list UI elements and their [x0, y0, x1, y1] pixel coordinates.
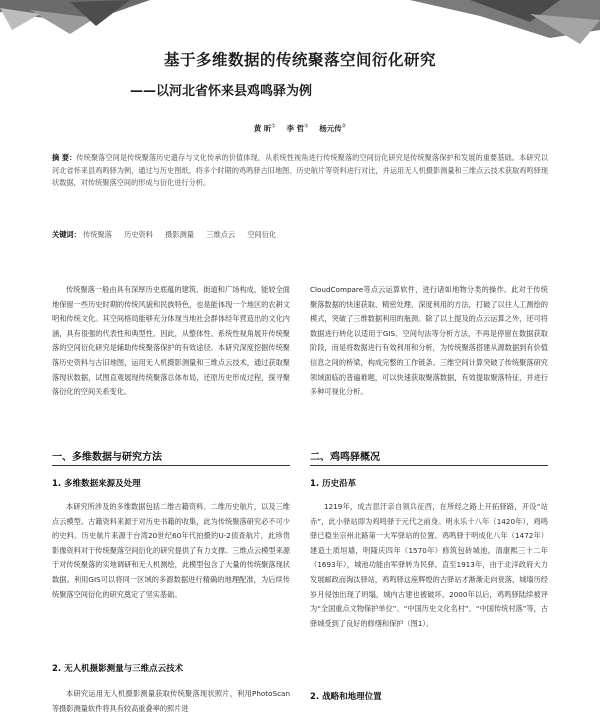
author-list	[0, 123, 600, 134]
section-heading-overview: 二、鸡鸣驿概况	[310, 452, 380, 463]
paper-subtitle: ——以河北省怀来县鸡鸣驿为例	[130, 84, 313, 99]
body-paragraph: 1219年，成吉思汗亲自领兵征西，在所经之路上开拓驿路，开设“站赤”，此小驿站即为鸡鸣驿于元代之前身。明永乐十八年（1420年），鸡鸣驿已稳坐宗州北路第一大军驿站的位置。鸡鸣驿于明成化八年（1472年）建造土质垣墙，明隆庆四年（1570年）修筑包砖城池。清康熙三十二年（1693年），城池功能由军驿转为民驿。直至1913年，由于北洋政府大力发展邮政而淘汰驿站，鸡鸣驿这座辉煌的古驿站才渐渐走向衰落，城墙历经岁月侵蚀出现了坍塌，城内古建也被破坏。2000年以后，鸡鸣驿陆续被评为“全国重点文物保护单位”、“中国历史文化名村”、“中国传统村落”等，古驿城受到了良好的修缮和保护（图1）。	[310, 502, 548, 628]
subsection-heading: 1. 历史沿革	[310, 479, 357, 489]
intro-paragraph-right: CloudCompare等点云运算软件，进行诸如地物分类的操作。此对于传统聚落数据的快速获取、精密处理、深度利用的方法，打破了以往人工测绘的模式，突破了三维数据利用的瓶颈。除了以上提及的点云运算之外，还可将数据进行转化以适用于GIS、空间句法等分析方法，不再是停留在数据获取阶段，而是将数据进行有效利用和分析，为传统聚落搭建从源数据到有价值信息之间的桥梁，构成完整的工作链条。三维空间计算突破了传统聚落研究领域面临的普遍难题，可以快速获取聚落数据，有效提取聚落特征，并进行多种可视化分析。	[310, 285, 548, 397]
subsection-heading: 2. 战略和地理位置	[310, 692, 382, 702]
section-heading-methods: 一、多维数据与研究方法	[52, 452, 162, 463]
author: 黄 昕①	[253, 123, 276, 133]
abstract	[52, 152, 548, 190]
keyword: 摄影测量	[165, 230, 194, 239]
keywords-label: 关键词：	[52, 230, 81, 239]
body-paragraph: 本研究所涉及的多维数据包括二维古籍资料、二维历史航片，以及三维点云模型。古籍资料来源于对历史书籍的收集，此为传统聚落研究必不可少的史料。历史航片来源于台湾20世纪60年代拍摄的U-2侦查航片，此珍贵影像资料对于传统聚落空间衍化的研究提供了有力支撑。三维点云模型来源于对传统聚落的实地调研和无人机测绘，此模型包含了大量的传统聚落现状数据。利用GIS可以将同一区域的多源数据进行精确的地理配准，为后续传统聚落空间衍化的研究奠定了坚实基础。	[52, 502, 290, 599]
section-rule	[52, 465, 290, 466]
author: 杨元传②	[319, 123, 347, 133]
keyword: 空间衍化	[247, 230, 277, 239]
header-decoration-right	[410, 0, 600, 48]
intro-paragraph-left: 传统聚落一般由具有深厚历史底蕴的建筑、街道和广场构成，能较全面地保留一些历史时期的传统风貌和民族特色，也是能体现一个地区的农耕文明和传统文化。其空间格局能够充分体现当地社会群体经年营造出的文化内涵，具有很强的代表性和典型性。因此，从整体性、系统性视角展开传统聚落的空间衍化研究是辅助传统聚落保护的有效途径。本研究深度挖掘传统聚落历史资料与古旧地图，运用无人机摄影测量和三维点云技术，通过获取聚落现状数据，试图直观展现传统聚落总体布局，还原历史形成过程，探寻聚落衍化的空间关系变化。	[52, 285, 290, 397]
keywords	[52, 230, 548, 240]
body-paragraph: 本研究运用无人机摄影测量获取传统聚落现状照片，利用PhotoScan等摄影测量软件将具有较高重叠率的照片进	[52, 689, 290, 713]
keyword: 三维点云	[206, 230, 236, 239]
keyword: 历史资料	[124, 230, 153, 239]
paper-title: 基于多维数据的传统聚落空间衍化研究	[163, 51, 436, 69]
abstract-text: 传统聚落空间是传统聚落历史遗存与文化传承的价值体现，从系统性视角进行传统聚落的空间衍化研究是传统聚落保护和发展的重要基础。本研究以河北省怀来县鸡鸣驿为例，通过与历史图纸、将多个时期的鸡鸣驿古旧地图、历史航片等资料进行对比，并运用无人机摄影测量和三维点云技术获取鸡鸣驿现状数据，对传统聚落空间的形成与衍化进行分析。	[52, 153, 548, 188]
subsection-heading: 1. 多维数据来源及处理	[52, 479, 141, 489]
abstract-label: 摘 要：	[52, 153, 77, 162]
section-rule	[310, 465, 548, 466]
subsection-heading: 2. 无人机摄影测量与三维点云技术	[52, 664, 184, 674]
keyword: 传统聚落	[83, 230, 112, 239]
author: 李 哲①	[286, 123, 309, 133]
